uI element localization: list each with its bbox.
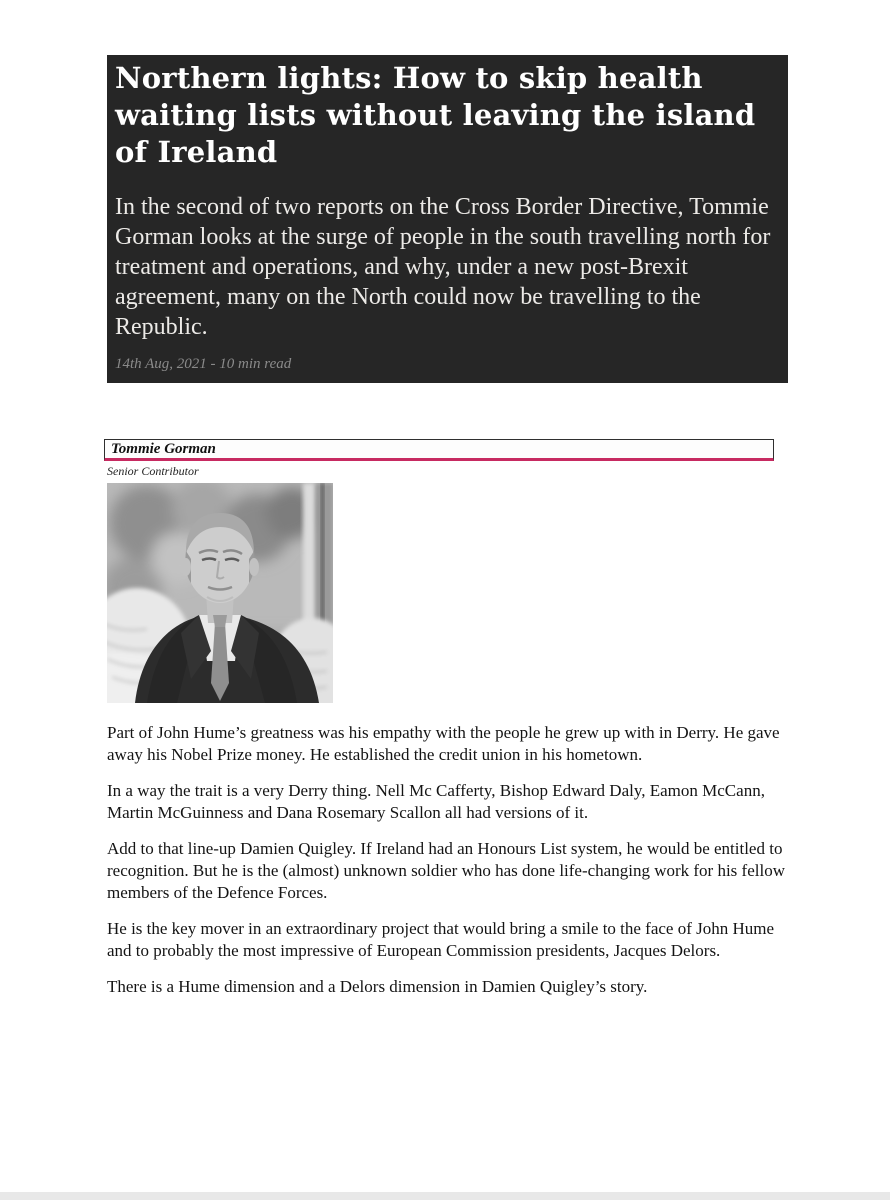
article-body [107, 722, 788, 1012]
portrait-image [107, 483, 333, 703]
paragraph-4: He is the key mover in an extraordinary project that would bring a smile to the face of John Hume and to probably the most impressive of European Commission presidents, Jacques Delors. [107, 919, 775, 960]
paragraph-5: There is a Hume dimension and a Delors dimension in Damien Quigley’s story. [107, 977, 648, 996]
author-role: Senior Contributor [107, 464, 199, 478]
paragraph-2: In a way the trait is a very Derry thing. Nell Mc Cafferty, Bishop Edward Daly, Eamon McCann, Martin McGuinness and Dana Rosemary Scallon all had versions of it. [107, 781, 765, 822]
article-header [107, 55, 788, 383]
article-title: Northern lights: How to skip health waiting lists without leaving the island of Ireland [115, 61, 756, 169]
author-link[interactable] [104, 439, 774, 461]
paragraph-1: Part of John Hume’s greatness was his empathy with the people he grew up with in Derry. He gave away his Nobel Prize money. He established the credit union in his hometown. [107, 723, 780, 764]
article-standfirst: In the second of two reports on the Cross Border Directive, Tommie Gorman looks at the surge of people in the south travelling north for treatment and operations, and why, under a new post-Brexit agreement, many on the North could now be travelling to the Republic. [115, 194, 771, 340]
author-name: Tommie Gorman [111, 441, 216, 457]
paragraph-3: Add to that line-up Damien Quigley. If Ireland had an Honours List system, he would be entitled to recognition. But he is the (almost) unknown soldier who has done life-changing work for his fellow members of the Defence Forces. [107, 839, 785, 902]
horizontal-scrollbar[interactable] [0, 1192, 890, 1200]
article-date-readtime: 14th Aug, 2021 - 10 min read [115, 356, 292, 372]
author-photo [107, 483, 333, 703]
